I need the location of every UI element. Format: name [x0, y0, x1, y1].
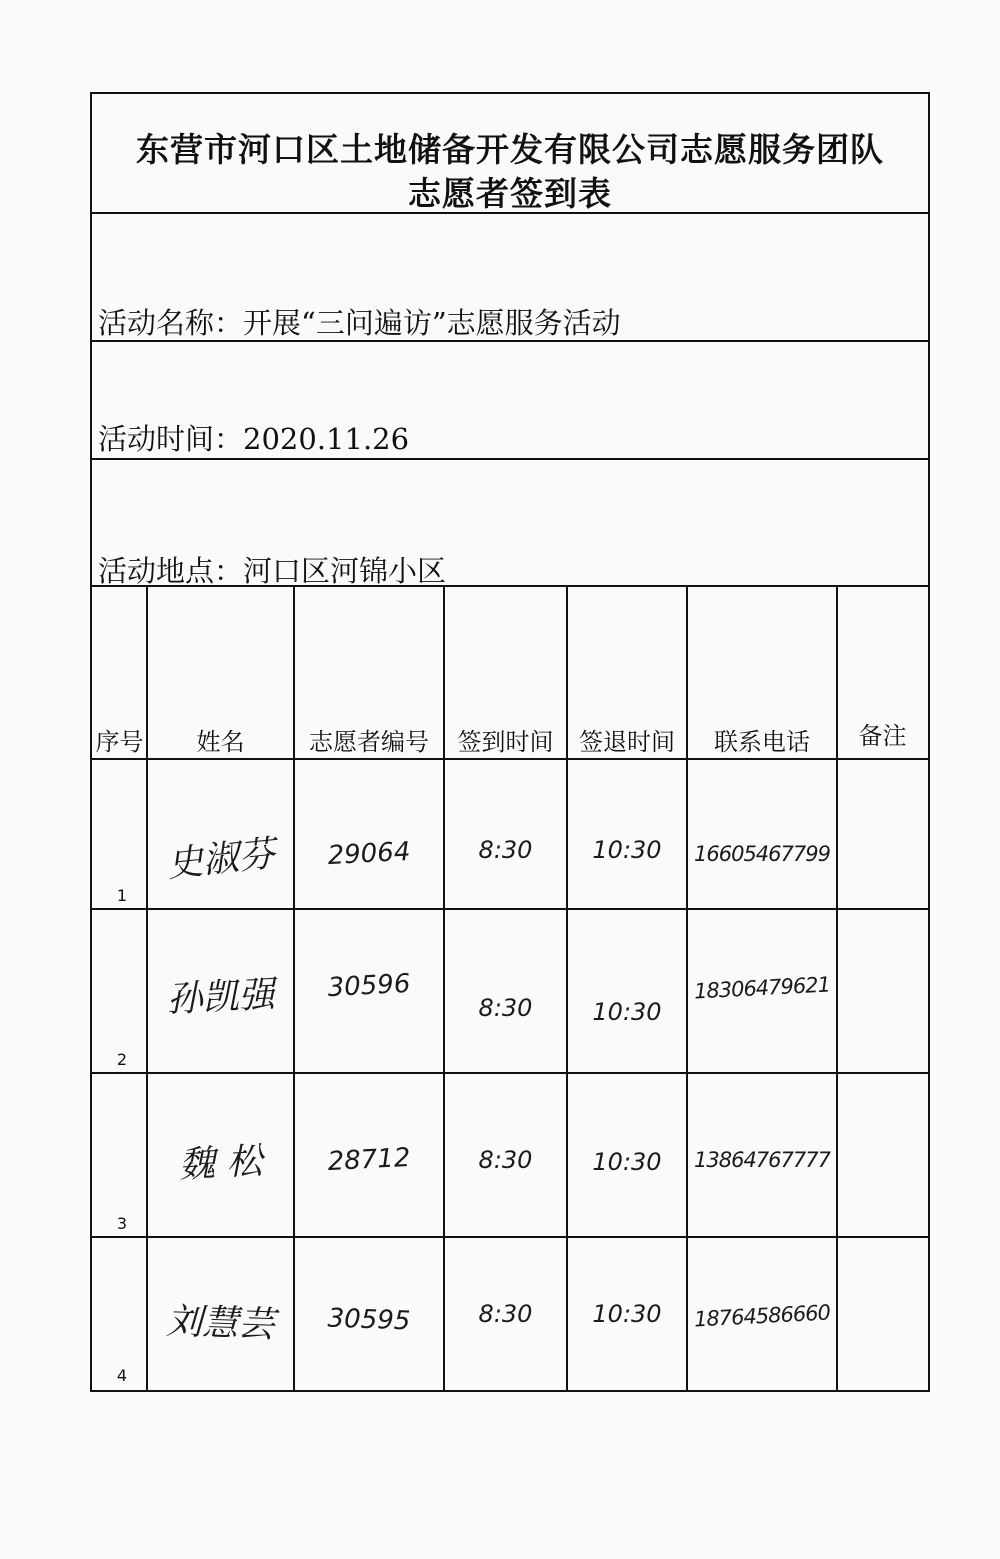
sign-in-time: 8:30 [478, 836, 533, 864]
document-title-line-2: 志愿者签到表 [408, 174, 612, 213]
activity-place-label: 活动地点： [98, 554, 244, 588]
volunteer-id: 30596 [326, 968, 412, 1004]
volunteer-id: 30595 [327, 1303, 411, 1337]
sign-out-time: 10:30 [592, 1148, 662, 1176]
header-serial-number: 序号 [95, 728, 144, 756]
row-number: 1 [116, 886, 128, 905]
row-number: 3 [116, 1214, 128, 1233]
phone-number: 18764586660 [693, 1300, 831, 1332]
header-sign-in-time: 签到时间 [457, 728, 554, 756]
row-1-divider [92, 908, 928, 910]
volunteer-signature: 史淑芬 [164, 832, 277, 886]
activity-name-value: 开展“三问遍访”志愿服务活动 [243, 306, 621, 340]
activity-name-label: 活动名称： [98, 306, 244, 340]
remark [837, 964, 928, 1024]
activity-place-row [98, 554, 446, 588]
activity-time-row-divider [92, 458, 928, 460]
header-remark: 备注 [858, 722, 907, 750]
activity-time-label: 活动时间： [98, 422, 244, 456]
volunteer-id: 28712 [326, 1142, 412, 1178]
header-sign-out-time: 签退时间 [579, 728, 675, 756]
header-volunteer-id: 志愿者编号 [309, 728, 429, 756]
phone-number: 16605467799 [694, 842, 830, 866]
volunteer-signature: 刘慧芸 [165, 1300, 276, 1346]
row-2-divider [92, 1072, 928, 1074]
phone-number: 13864767777 [694, 1148, 830, 1172]
sign-out-time: 10:30 [592, 1300, 662, 1328]
activity-name-row [98, 306, 621, 340]
sign-out-time: 10:30 [592, 836, 662, 864]
activity-place-value: 河口区河锦小区 [243, 554, 447, 588]
document-title-line-1: 东营市河口区土地储备开发有限公司志愿服务团队 [136, 130, 884, 169]
activity-name-row-divider [92, 340, 928, 342]
sign-in-sheet [90, 92, 930, 1392]
sign-in-time: 8:30 [478, 1300, 533, 1328]
row-number: 4 [116, 1366, 128, 1385]
volunteer-signature: 魏 松 [177, 1140, 264, 1186]
phone-number: 18306479621 [693, 972, 831, 1004]
header-name: 姓名 [196, 728, 245, 756]
sign-out-time: 10:30 [592, 998, 662, 1026]
sign-in-time: 8:30 [478, 1146, 533, 1174]
sign-in-time: 8:30 [478, 994, 533, 1022]
remark [837, 1130, 928, 1190]
row-3-divider [92, 1236, 928, 1238]
volunteer-signature: 孙凯强 [165, 973, 276, 1021]
activity-time-row [98, 422, 409, 456]
header-phone: 联系电话 [714, 728, 810, 756]
volunteer-id: 29064 [326, 836, 412, 872]
row-number: 2 [116, 1050, 128, 1069]
activity-time-value: 2020.11.26 [243, 422, 410, 456]
remark [837, 1290, 928, 1350]
remark [837, 824, 928, 884]
